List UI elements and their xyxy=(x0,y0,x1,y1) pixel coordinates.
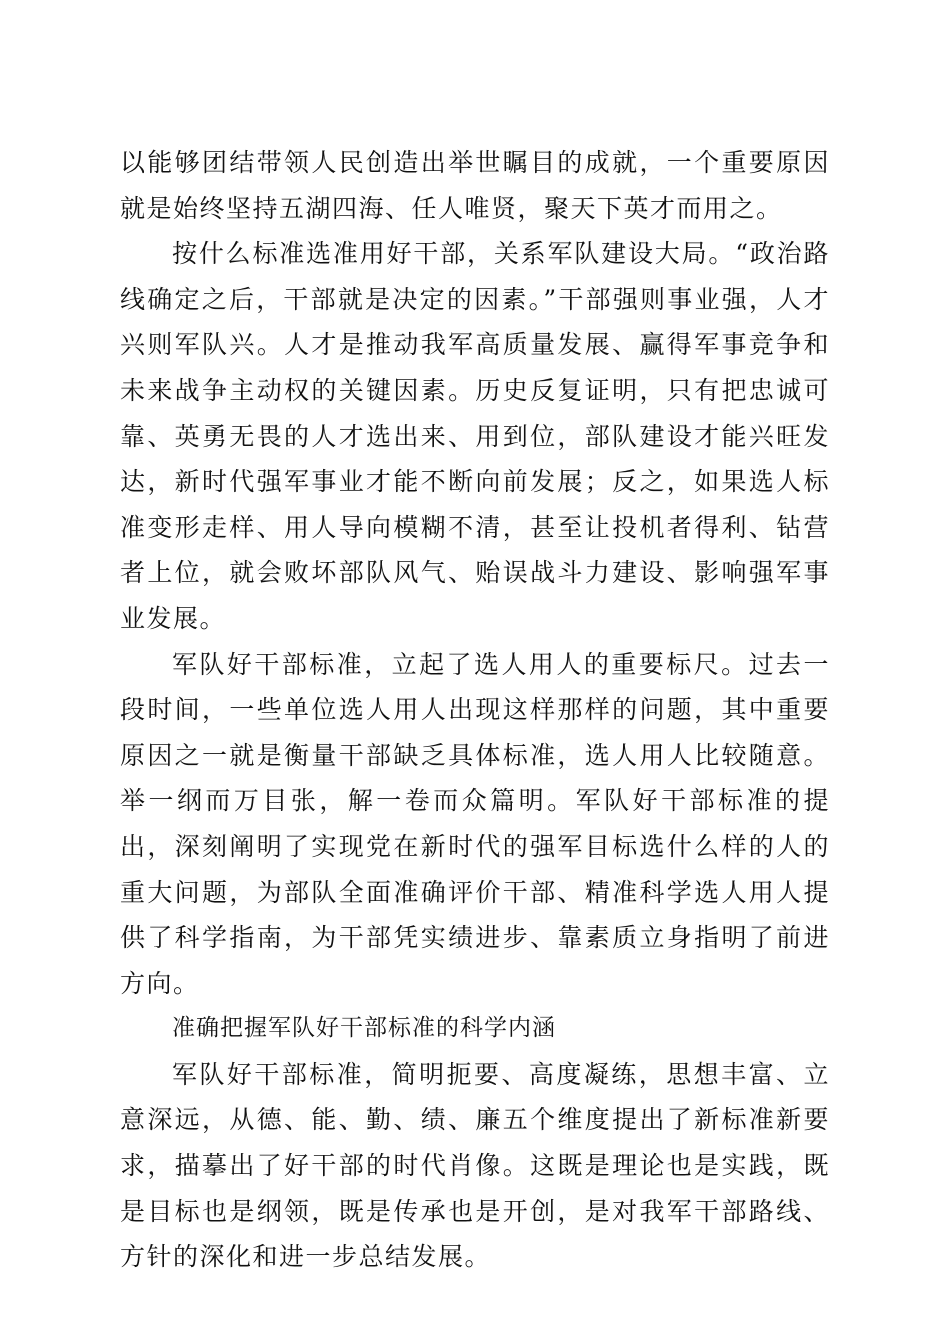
paragraph-cadre-standard-importance: 按什么标准选准用好干部，关系军队建设大局。“政治路线确定之后，干部就是决定的因素。”干部强则事业强，人才兴则军队兴。人才是推动我军高质量发展、赢得军事竞争和未来战争主动权的关键因素。历史反复证明，只有把忠诚可靠、英勇无畏的人才选出来、用到位，部队建设才能兴旺发达，新时代强军事业才能不断向前发展；反之，如果选人标准变形走样、用人导向模糊不清，甚至让投机者得利、钻营者上位，就会败坏部队风气、贻误战斗力建设、影响强军事业发展。 xyxy=(120,239,830,633)
section-heading: 准确把握军队好干部标准的科学内涵 xyxy=(172,1015,556,1042)
paragraph-standard-yardstick: 军队好干部标准，立起了选人用人的重要标尺。过去一段时间，一些单位选人用人出现这样那样的问题，其中重要原因之一就是衡量干部缺乏具体标准，选人用人比较随意。举一纲而万目张，解一卷而众篇明。军队好干部标准的提出，深刻阐明了实现党在新时代的强军目标选什么样的人的重大问题，为部队全面准确评价干部、精准科学选人用人提供了科学指南，为干部凭实绩进步、靠素质立身指明了前进方向。 xyxy=(120,649,830,998)
paragraph-scientific-connotation: 军队好干部标准，简明扼要、高度凝练，思想丰富、立意深远，从德、能、勤、绩、廉五个维度提出了新标准新要求，描摹出了好干部的时代肖像。这既是理论也是实践，既是目标也是纲领，既是传承也是开创，是对我军干部路线、方针的深化和进一步总结发展。 xyxy=(120,1059,830,1272)
paragraph-continuation: 以能够团结带领人民创造出举世瞩目的成就，一个重要原因就是始终坚持五湖四海、任人唯贤，聚天下英才而用之。 xyxy=(120,148,830,223)
document-body xyxy=(120,140,830,1280)
